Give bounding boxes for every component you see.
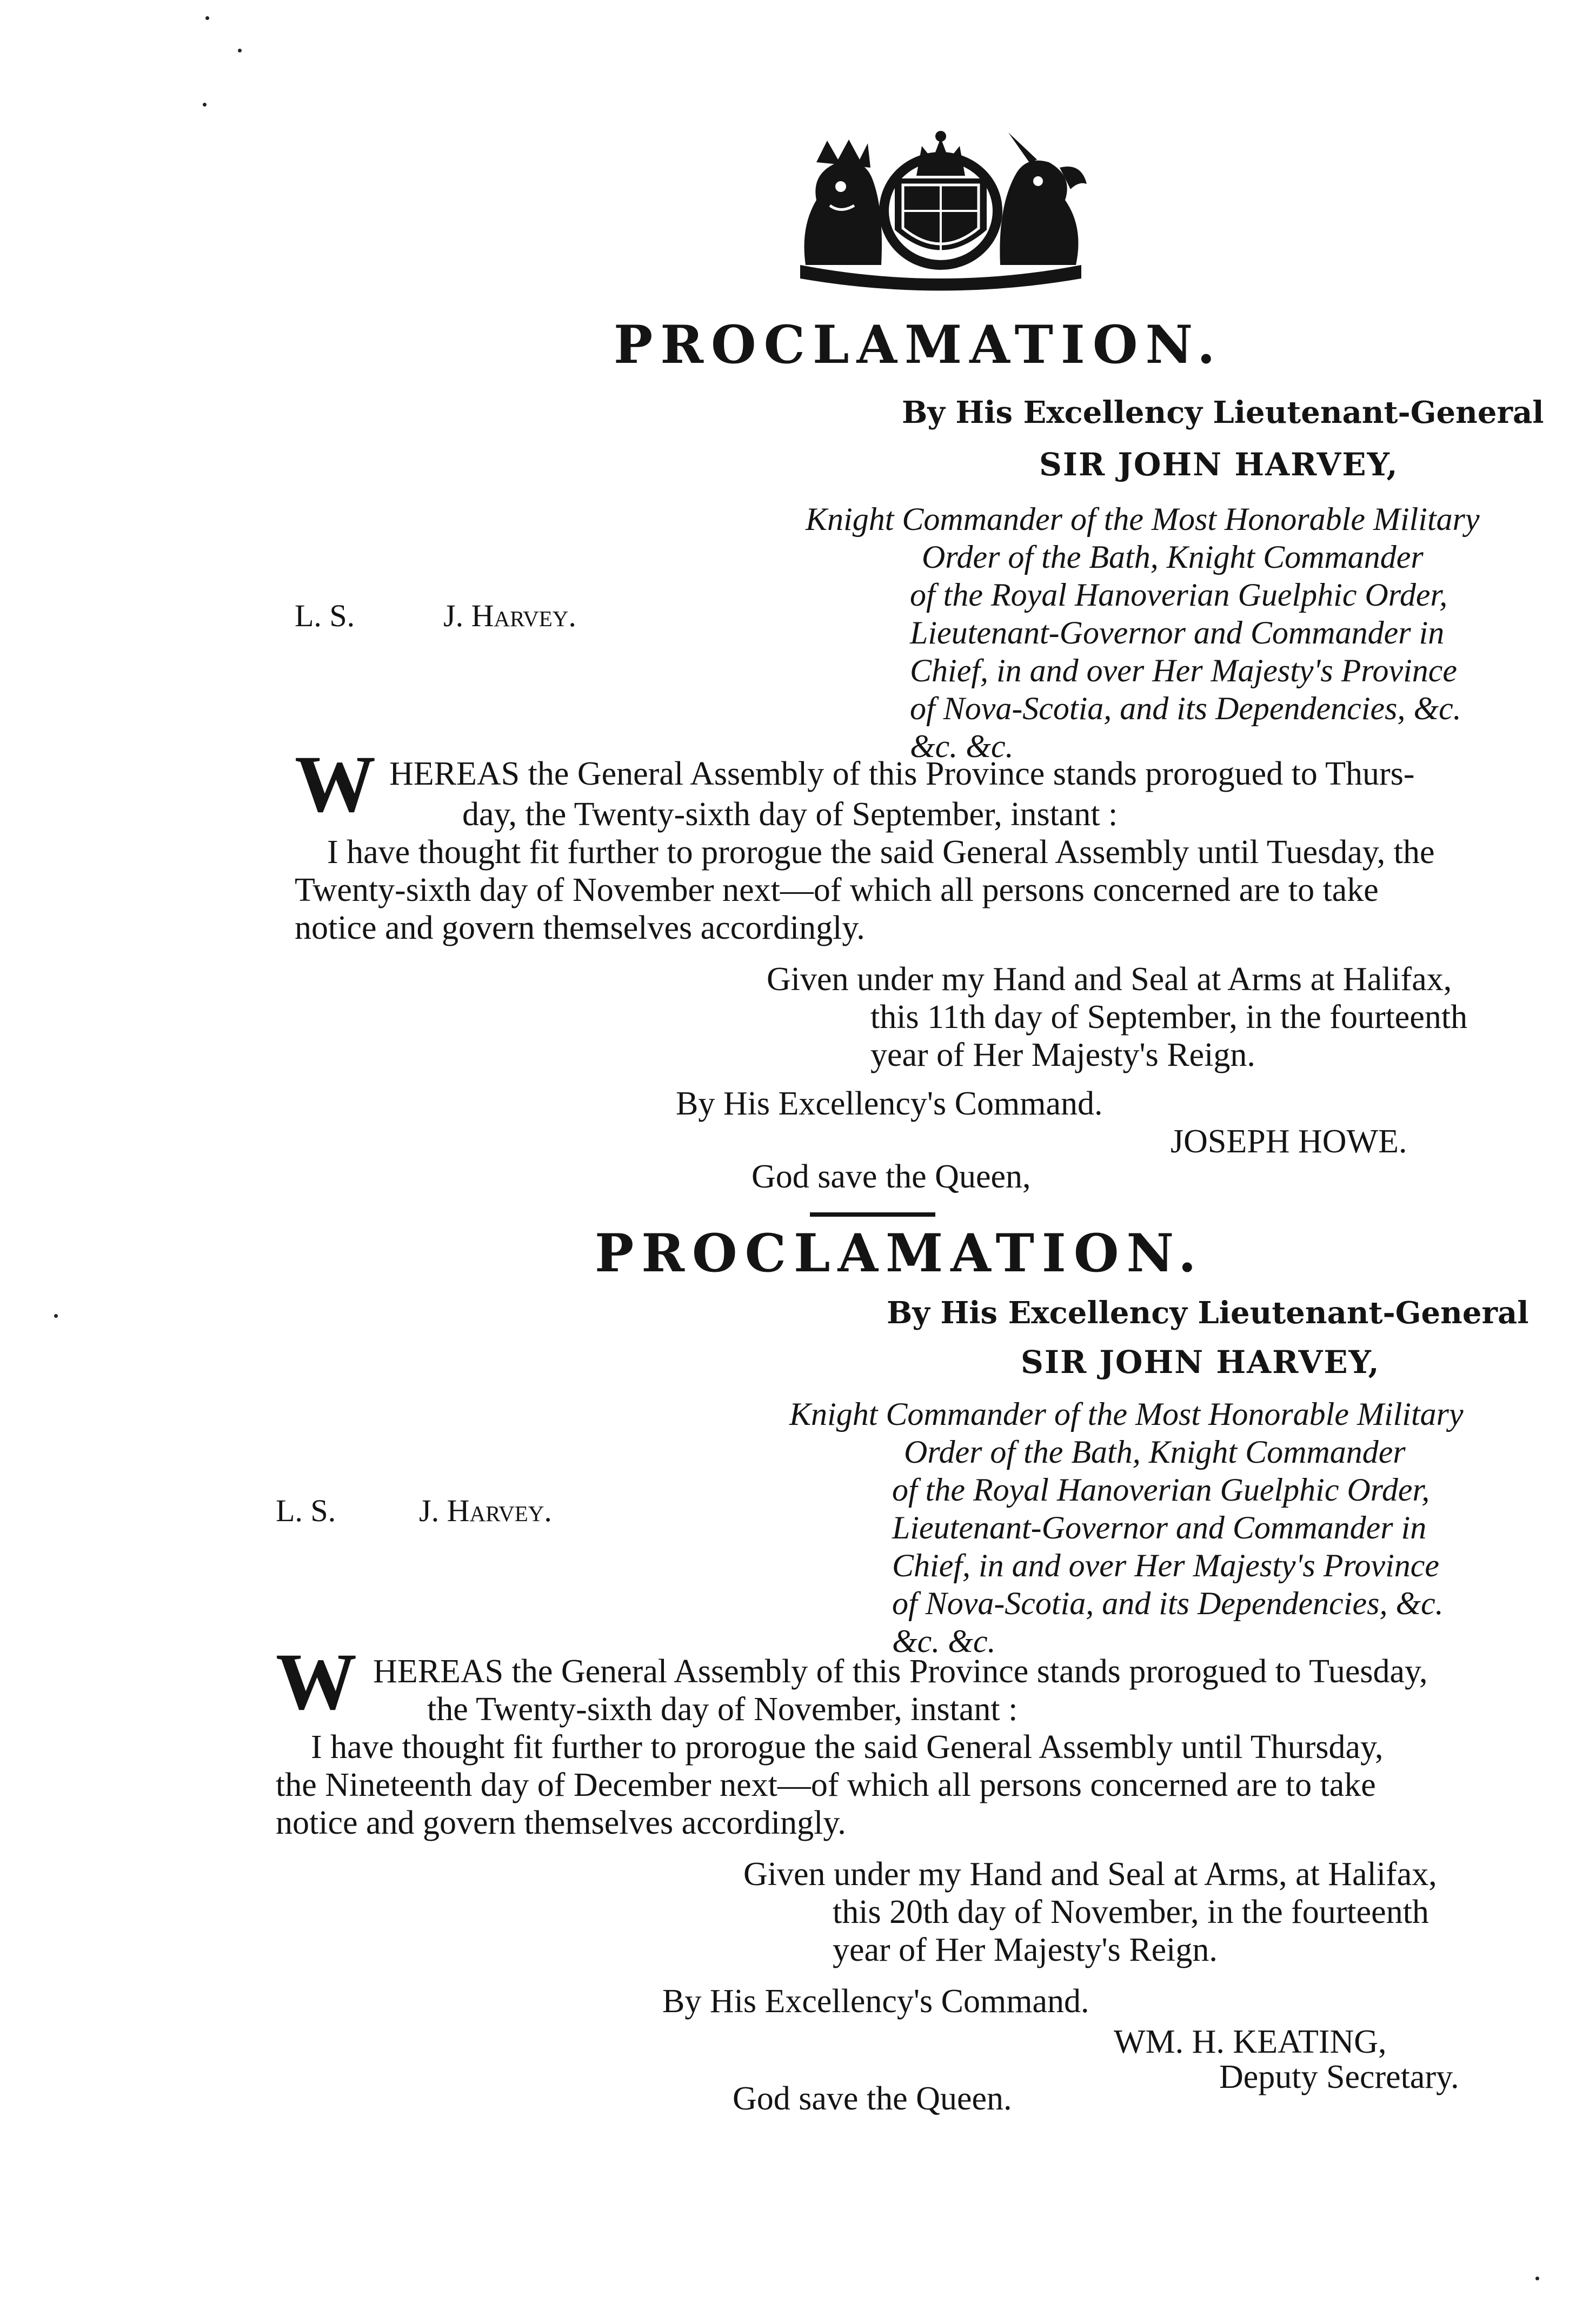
body-line: Twenty-sixth day of November next—of which all persons concerned are to take bbox=[295, 872, 1379, 908]
governor-style-line: &c. &c. bbox=[910, 728, 1014, 764]
governor-signature: J. Harvey. bbox=[443, 598, 576, 633]
scan-speck bbox=[238, 49, 242, 52]
governor-style-line: of the Royal Hanoverian Guelphic Order, bbox=[910, 577, 1448, 613]
body-line: day, the Twenty-sixth day of September, instant : bbox=[462, 796, 1118, 833]
section-divider bbox=[810, 1212, 935, 1217]
seal-mark: L. S. bbox=[295, 598, 355, 633]
given-line: year of Her Majesty's Reign. bbox=[833, 1932, 1218, 1968]
body-line: notice and govern themselves accordingly. bbox=[276, 1804, 846, 1841]
scan-speck bbox=[205, 16, 209, 20]
governor-signature: J. Harvey. bbox=[419, 1493, 552, 1528]
governor-style-line: Knight Commander of the Most Honorable Military bbox=[789, 1396, 1464, 1432]
closing-line: God save the Queen, bbox=[752, 1158, 1031, 1195]
secretary-name: JOSEPH HOWE. bbox=[1171, 1123, 1407, 1160]
closing-line: God save the Queen. bbox=[733, 2080, 1012, 2117]
governor-style-line: Lieutenant-Governor and Commander in bbox=[910, 615, 1445, 651]
given-line: this 20th day of November, in the fourteenth bbox=[833, 1894, 1429, 1930]
governor-style-line: Lieutenant-Governor and Commander in bbox=[892, 1510, 1427, 1545]
body-line: HEREAS the General Assembly of this Province stands prorogued to Thurs- bbox=[389, 755, 1415, 792]
governor-style-line: Chief, in and over Her Majesty's Province bbox=[910, 653, 1458, 688]
body-line: I have thought fit further to prorogue the said General Assembly until Thursday, bbox=[311, 1729, 1384, 1766]
command-line: By His Excellency's Command. bbox=[662, 1983, 1089, 2020]
governor-style-line: of Nova-Scotia, and its Dependencies, &c. bbox=[910, 691, 1461, 726]
given-line: Given under my Hand and Seal at Arms at Halifax, bbox=[767, 961, 1452, 998]
secretary-title: Deputy Secretary. bbox=[1219, 2059, 1459, 2095]
proclamation-title: PROCLAMATION. bbox=[595, 1223, 1204, 1284]
governor-style-line: of Nova-Scotia, and its Dependencies, &c. bbox=[892, 1585, 1444, 1621]
authority-line: By His Excellency Lieutenant-General bbox=[902, 395, 1544, 430]
governor-style-line: of the Royal Hanoverian Guelphic Order, bbox=[892, 1472, 1430, 1508]
drop-cap: W bbox=[276, 1637, 357, 1727]
royal-coat-of-arms-icon bbox=[779, 130, 1103, 292]
governor-style-line: Order of the Bath, Knight Commander bbox=[922, 539, 1424, 575]
proclamation-title: PROCLAMATION. bbox=[614, 314, 1223, 375]
drop-cap: W bbox=[295, 739, 376, 829]
given-line: this 11th day of September, in the fourteenth bbox=[870, 999, 1468, 1036]
governor-name: SIR JOHN HARVEY, bbox=[1021, 1344, 1380, 1381]
secretary-name: WM. H. KEATING, bbox=[1114, 2024, 1387, 2060]
governor-style-line: &c. &c. bbox=[892, 1623, 996, 1659]
body-line: the Twenty-sixth day of November, instant : bbox=[427, 1691, 1018, 1728]
body-line: HEREAS the General Assembly of this Province stands prorogued to Tuesday, bbox=[373, 1653, 1428, 1690]
governor-style-line: Knight Commander of the Most Honorable Military bbox=[806, 501, 1480, 537]
authority-line: By His Excellency Lieutenant-General bbox=[887, 1295, 1529, 1331]
given-line: Given under my Hand and Seal at Arms, at Halifax, bbox=[743, 1856, 1437, 1893]
seal-mark: L. S. bbox=[276, 1493, 336, 1528]
command-line: By His Excellency's Command. bbox=[676, 1085, 1103, 1122]
body-line: notice and govern themselves accordingly. bbox=[295, 910, 865, 946]
scan-speck bbox=[1535, 2277, 1539, 2280]
governor-style-line: Chief, in and over Her Majesty's Province bbox=[892, 1548, 1440, 1583]
governor-name: SIR JOHN HARVEY, bbox=[1039, 446, 1399, 483]
scan-speck bbox=[54, 1314, 58, 1318]
scan-speck bbox=[203, 103, 207, 107]
body-line: I have thought fit further to prorogue the said General Assembly until Tuesday, the bbox=[327, 834, 1435, 871]
given-line: year of Her Majesty's Reign. bbox=[870, 1037, 1255, 1073]
body-line: the Nineteenth day of December next—of which all persons concerned are to take bbox=[276, 1767, 1376, 1803]
governor-style-line: Order of the Bath, Knight Commander bbox=[904, 1434, 1406, 1470]
